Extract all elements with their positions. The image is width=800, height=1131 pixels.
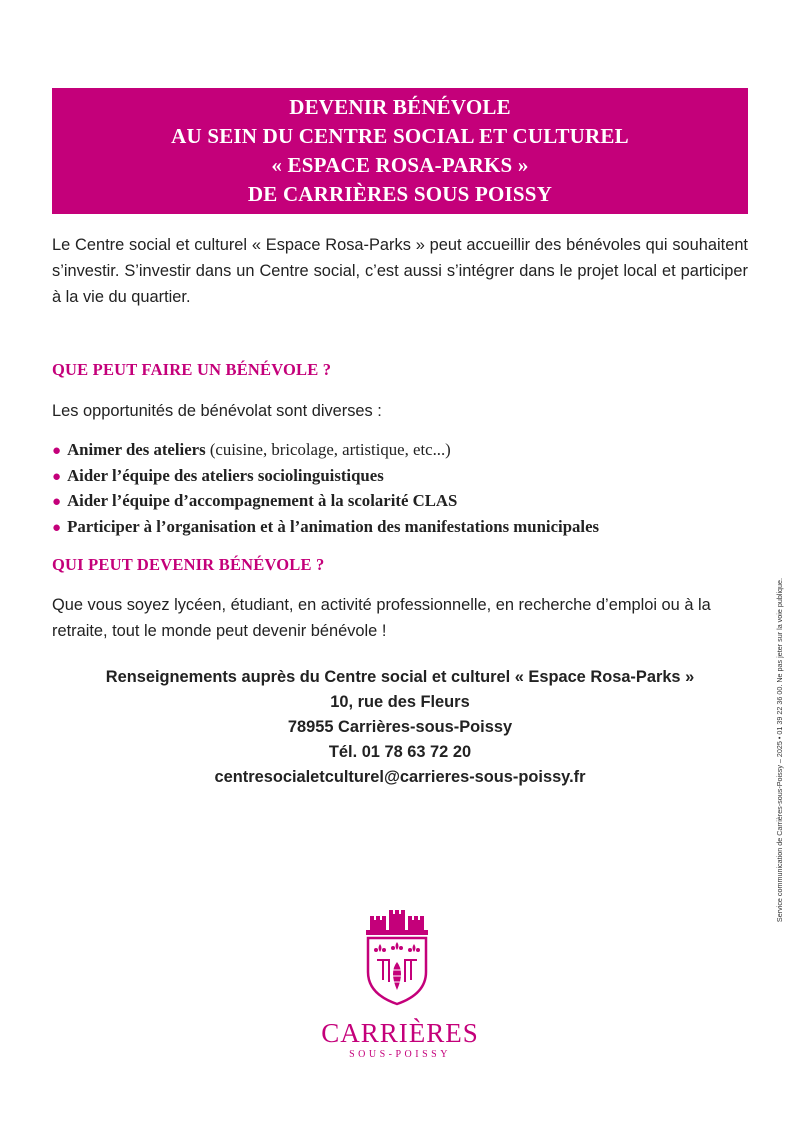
contact-heading: Renseignements auprès du Centre social et culturel « Espace Rosa-Parks »	[105, 668, 695, 686]
city-crest-icon	[352, 910, 442, 1010]
list-item	[52, 464, 752, 490]
contact-city: 78955 Carrières-sous-Poissy	[287, 718, 513, 736]
contact-email[interactable]: centresocialetculturel@carrieres-sous-poissy.fr	[214, 768, 586, 786]
brand-logotype	[300, 1018, 500, 1061]
section-title-who: QUI PEUT DEVENIR BÉNÉVOLE ?	[52, 555, 325, 574]
section-text-who: Que vous soyez lycéen, étudiant, en activité professionnelle, en recherche d’emploi ou à la retraite, tout le monde peut devenir bénévole !	[52, 596, 711, 640]
side-note	[775, 550, 785, 950]
bullet-text-normal: (cuisine, bricolage, artistique, etc...)	[205, 440, 451, 459]
intro-paragraph: Le Centre social et culturel « Espace Rosa-Parks » peut accueillir des bénévoles qui souhaitent s’investir. S’investir dans un Centre social, c’est aussi s’intégrer dans le projet local et participer à la vie du quartier.	[52, 236, 748, 306]
section-title-what: QUE PEUT FAIRE UN BÉNÉVOLE ?	[52, 360, 332, 379]
section-lead-what: Les opportunités de bénévolat sont diverses :	[52, 402, 382, 420]
bullet-icon: ●	[52, 494, 62, 510]
banner-line-1: DEVENIR BÉNÉVOLE	[289, 95, 511, 119]
list-item	[52, 489, 752, 515]
banner-line-4: DE CARRIÈRES SOUS POISSY	[247, 182, 553, 206]
bullet-text: Aider l’équipe des ateliers sociolinguistiques	[67, 465, 384, 485]
list-item	[52, 515, 752, 541]
bullet-icon: ●	[52, 519, 62, 536]
bullet-text: Participer à l’organisation et à l’animation des manifestations municipales	[67, 516, 600, 536]
contact-phone[interactable]: Tél. 01 78 63 72 20	[328, 743, 472, 761]
banner-line-3: « ESPACE ROSA-PARKS »	[271, 153, 529, 177]
brand-subtitle: SOUS-POISSY	[349, 1049, 451, 1060]
contact-address: 10, rue des Fleurs	[330, 693, 470, 711]
banner-line-2: AU SEIN DU CENTRE SOCIAL ET CULTUREL	[171, 124, 629, 148]
bullet-text-bold: Animer des ateliers	[67, 440, 206, 459]
contact-block	[52, 665, 748, 790]
brand-name: CARRIÈRES	[321, 1018, 479, 1048]
volunteer-tasks-list	[52, 438, 752, 540]
bullet-icon: ●	[52, 443, 62, 459]
title-banner	[52, 88, 748, 214]
bullet-text: Aider l’équipe d’accompagnement à la scolarité CLAS	[67, 491, 458, 510]
list-item	[52, 438, 752, 464]
bullet-icon: ●	[52, 468, 62, 485]
side-note-text: Service communication de Carrières-sous-Poissy – 2025 • 01 39 22 36 00. Ne pas jeter sur la voie publique.	[775, 577, 784, 923]
